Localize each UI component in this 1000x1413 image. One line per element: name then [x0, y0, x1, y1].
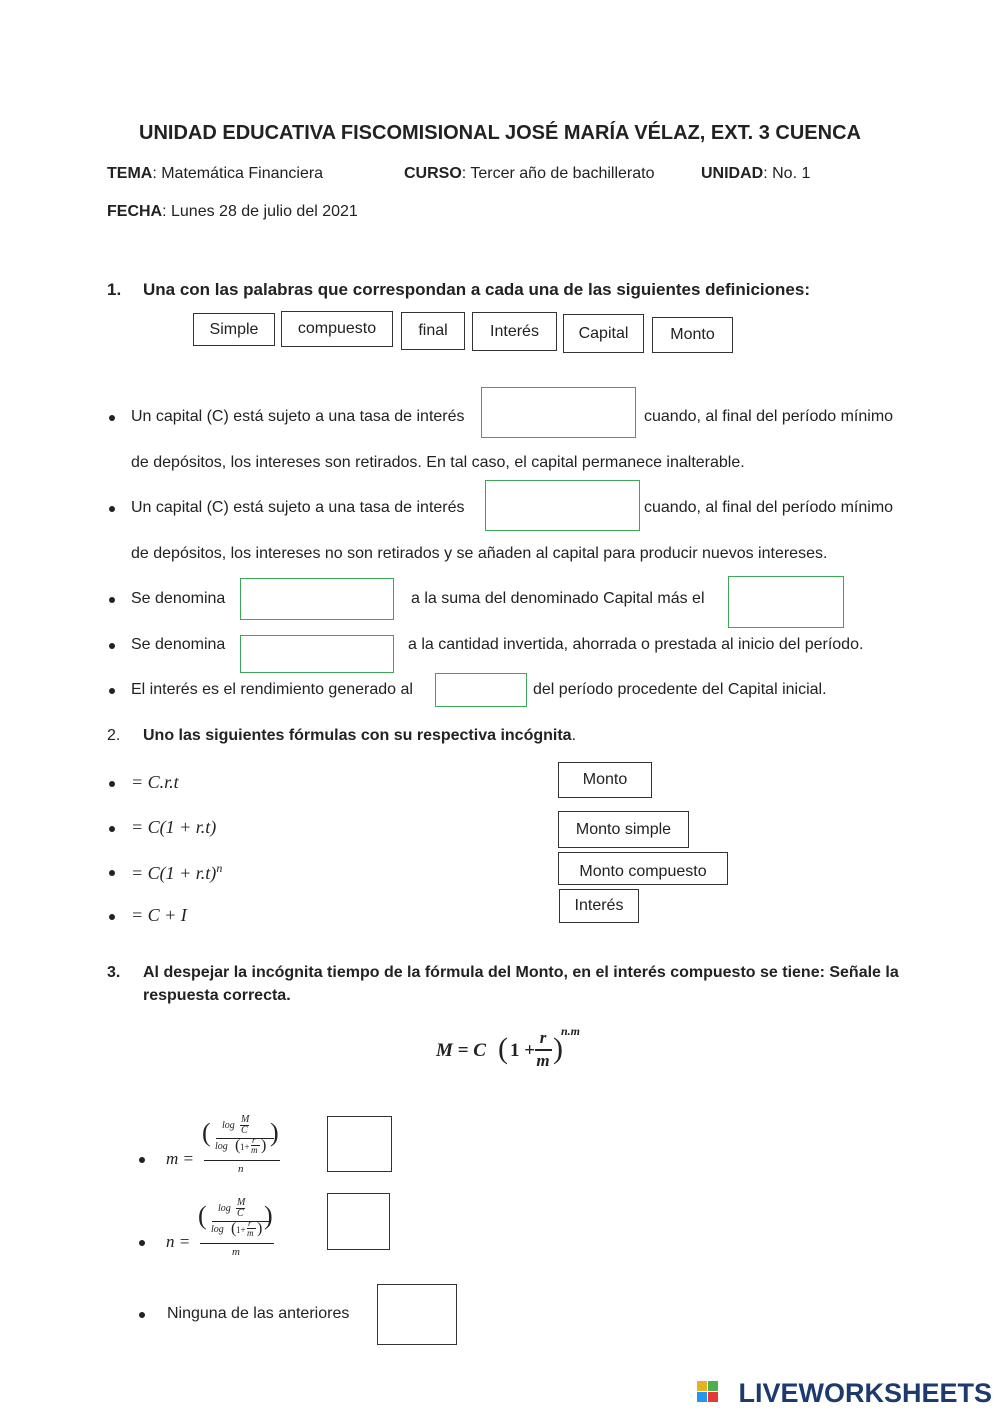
b3-pre: Se denomina: [131, 590, 226, 607]
q3-number: 3.: [107, 964, 121, 981]
fraction-bar: [204, 1160, 280, 1161]
log-text: log: [222, 1120, 235, 1131]
curso-label: CURSO: [404, 165, 462, 182]
formula-r: r: [539, 1028, 547, 1047]
formula-3: = C(1 + r.t): [131, 863, 217, 883]
bullet: [109, 781, 115, 787]
formula-exp: n.m: [561, 1024, 581, 1038]
word-compuesto[interactable]: compuesto: [281, 311, 393, 347]
formula-one: 1 +: [510, 1040, 536, 1061]
bullet: [109, 415, 115, 421]
bullet: [109, 597, 115, 603]
word-final[interactable]: final: [401, 312, 465, 350]
tema-value: : Matemática Financiera: [152, 165, 324, 182]
big-paren-open: (: [198, 1201, 207, 1230]
drop-box-3[interactable]: [240, 578, 394, 620]
bullet: [109, 826, 115, 832]
check-box-3[interactable]: [377, 1284, 457, 1345]
bullet: [139, 1157, 145, 1163]
bullet: [109, 914, 115, 920]
m-small: m: [247, 1228, 254, 1238]
b5-pre: El interés es el rendimiento generado al: [131, 681, 413, 698]
opt1-denom: n: [238, 1163, 244, 1175]
fecha-label: FECHA: [107, 203, 163, 220]
unidad-line: [701, 165, 810, 183]
big-paren-close: ): [270, 1118, 279, 1147]
m-small: m: [251, 1145, 258, 1155]
formula-3-wrap: [131, 861, 222, 884]
bullet: [109, 870, 115, 876]
opt2-denom: m: [232, 1246, 240, 1258]
q1-text: Una con las palabras que correspondan a cada una de las siguientes definiciones:: [143, 280, 810, 299]
unidad-value: : No. 1: [763, 165, 811, 182]
check-box-1[interactable]: [327, 1116, 392, 1172]
q2-text: Uno las siguientes fórmulas con su respectiva incógnita: [143, 727, 572, 744]
bullet: [109, 643, 115, 649]
opt1-lhs: m =: [166, 1149, 194, 1168]
one-plus: 1+: [236, 1225, 246, 1235]
bullet: [109, 506, 115, 512]
formula-mc: M = C: [436, 1040, 486, 1061]
tema-line: [107, 165, 323, 183]
formula-3-exponent: n: [216, 861, 223, 875]
b4-pre: Se denomina: [131, 636, 226, 653]
big-paren-open: (: [202, 1118, 211, 1147]
word-capital[interactable]: Capital: [563, 314, 644, 353]
formula-4: = C + I: [131, 905, 187, 925]
word-monto[interactable]: Monto: [652, 317, 733, 353]
paren-close: ): [261, 1137, 267, 1154]
liveworksheets-logo-icon: [697, 1381, 719, 1403]
opt3-text: Ninguna de las anteriores: [167, 1305, 350, 1322]
formula-2: = C(1 + r.t): [131, 817, 217, 837]
option-monto-compuesto[interactable]: Monto compuesto: [558, 852, 728, 885]
one-plus: 1+: [240, 1142, 250, 1152]
check-box-2[interactable]: [327, 1193, 390, 1250]
q2-number: 2.: [107, 727, 121, 744]
m-small: M: [237, 1197, 246, 1208]
big-paren-close: ): [264, 1201, 273, 1230]
q3-text-line1: Al despejar la incógnita tiempo de la fórmula del Monto, en el interés compuesto se tiene: Señale la: [143, 964, 899, 981]
unidad-label: UNIDAD: [701, 165, 764, 182]
b1-pre: Un capital (C) está sujeto a una tasa de interés: [131, 408, 465, 425]
fraction-bar: [200, 1243, 274, 1244]
option-interes[interactable]: Interés: [559, 889, 639, 923]
word-interes[interactable]: Interés: [472, 312, 557, 351]
word-simple[interactable]: Simple: [193, 313, 275, 346]
b1-post: cuando, al final del período mínimo: [644, 408, 894, 425]
formula-m: m: [536, 1051, 550, 1070]
curso-line: [404, 165, 655, 183]
paren-open: (: [498, 1032, 508, 1065]
drop-box-5[interactable]: [240, 635, 394, 673]
r-small: r: [252, 1135, 256, 1145]
main-formula: [436, 1026, 596, 1076]
drop-box-2[interactable]: [485, 480, 640, 531]
q3-text-line2: respuesta correcta.: [143, 987, 291, 1004]
fecha-value: : Lunes 28 de julio del 2021: [162, 203, 358, 220]
tema-label: TEMA: [107, 165, 153, 182]
paren-open: (: [231, 1220, 237, 1237]
drop-box-1[interactable]: [481, 387, 636, 438]
r-small: r: [248, 1218, 252, 1228]
drop-box-4[interactable]: [728, 576, 844, 628]
b2-post: cuando, al final del período mínimo: [644, 499, 894, 516]
b3-mid: a la suma del denominado Capital más el: [411, 590, 705, 607]
formula-1: = C.r.t: [131, 772, 179, 792]
log-text: log: [211, 1224, 224, 1235]
b1-cont: de depósitos, los intereses son retirados. En tal caso, el capital permanece inalterable.: [131, 454, 745, 471]
paren-close: ): [257, 1220, 263, 1237]
m-small: M: [241, 1114, 250, 1125]
bullet: [109, 688, 115, 694]
opt2-lhs: n =: [166, 1232, 191, 1251]
c-small: C: [237, 1208, 244, 1219]
b5-post: del período procedente del Capital inicial.: [533, 681, 827, 698]
b4-post: a la cantidad invertida, ahorrada o prestada al inicio del período.: [408, 636, 864, 653]
q2-text-end: .: [571, 727, 577, 744]
liveworksheets-logo[interactable]: LIVEWORKSHEETS: [738, 1378, 992, 1408]
page-title: UNIDAD EDUCATIVA FISCOMISIONAL JOSÉ MARÍA VÉLAZ, EXT. 3 CUENCA: [139, 122, 861, 144]
q2-text-wrap: [143, 727, 576, 745]
log-text: log: [218, 1203, 231, 1214]
bullet: [139, 1312, 145, 1318]
option-monto[interactable]: Monto: [558, 762, 652, 798]
opt1-fraction: [202, 1113, 282, 1178]
b2-pre: Un capital (C) está sujeto a una tasa de interés: [131, 499, 465, 516]
bullet: [139, 1240, 145, 1246]
paren-close: ): [553, 1032, 563, 1065]
opt2-fraction: [198, 1196, 278, 1261]
b2-cont: de depósitos, los intereses no son retirados y se añaden al capital para producir nuevos intereses.: [131, 545, 828, 562]
paren-open: (: [235, 1137, 241, 1154]
log-text: log: [215, 1141, 228, 1152]
c-small: C: [241, 1125, 248, 1136]
curso-value: : Tercer año de bachillerato: [461, 165, 655, 182]
q1-number: 1.: [107, 280, 122, 299]
drop-box-6[interactable]: [435, 673, 527, 707]
option-monto-simple[interactable]: Monto simple: [558, 811, 689, 848]
fecha-line: [107, 203, 358, 221]
